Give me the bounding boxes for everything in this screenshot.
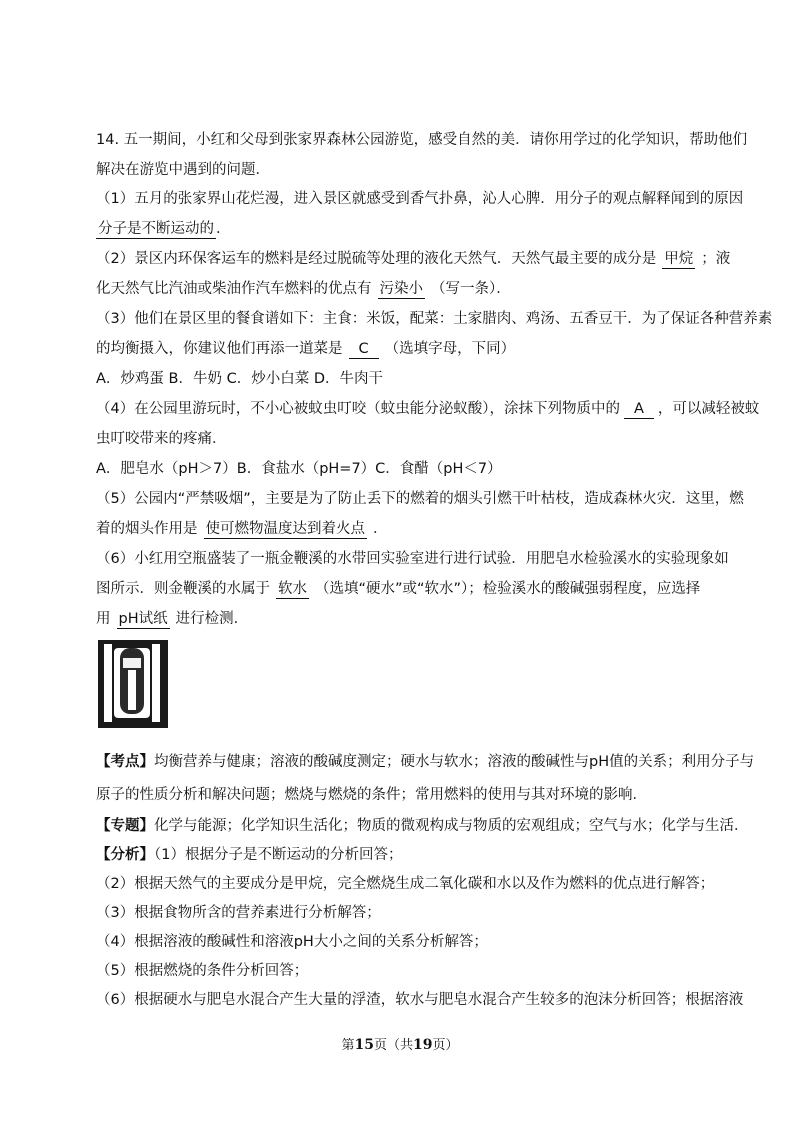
answer-blank: 使可燃物温度达到着火点	[205, 521, 365, 537]
page-footer: 第15页（共19页）	[341, 1037, 459, 1053]
test-tube-figure	[98, 640, 168, 728]
question-intro-cont: 解决在游览中遇到的问题．	[96, 162, 270, 178]
answer-blank: C	[349, 340, 379, 359]
answer-blank: 污染小	[379, 281, 423, 297]
part-2-cont: 化天然气比汽油或柴油作汽车燃料的优点有 污染小 （写一条）．	[96, 281, 511, 297]
answer-blank: A	[624, 400, 654, 419]
fenxi-item: （5）根据燃烧的条件分析回答；	[96, 963, 309, 979]
part-1-answer-line: 分子是不断运动的 ．	[98, 221, 231, 237]
part-6-cont: 图所示．则金鞭溪的水属于 软水 （选填“硬水”或“软水”）；检验溪水的酸碱强弱程度，应选择	[96, 581, 701, 597]
test-tube-icon	[98, 640, 168, 728]
answer-blank: 甲烷	[664, 251, 694, 267]
part-5: （5）公园内“严禁吸烟”，主要是为了防止丢下的燃着的烟头引燃干叶枯枝，造成森林火灾．这里，燃	[96, 491, 744, 507]
part-3-cont: 的均衡摄入，你建议他们再添一道菜是 C （选填字母，下同）	[96, 341, 516, 357]
answer-blank: 软水	[278, 581, 307, 597]
part-4-cont: 虫叮咬带来的疼痛．	[96, 431, 227, 447]
page-number: 15	[354, 1037, 374, 1053]
part-6: （6）小红用空瓶盛装了一瓶金鞭溪的水带回实验室进行进行试验．用肥皂水检验溪水的实验现象如	[96, 551, 729, 567]
fenxi-item: （4）根据溶液的酸碱性和溶液pH大小之间的关系分析解答；	[96, 934, 488, 950]
part-6-cont2: 用 pH试纸 进行检测．	[96, 611, 249, 627]
fenxi-item: （2）根据天然气的主要成分是甲烷，完全燃烧生成二氧化碳和水以及作为燃料的优点进行解答；	[96, 876, 715, 892]
fenxi-item: （6）根据硬水与肥皂水混合产生大量的浮渣，软水与肥皂水混合产生较多的泡沫分析回答；根据溶液	[96, 992, 744, 1008]
part-1: （1）五月的张家界山花烂漫，进入景区就感受到香气扑鼻，沁人心脾．用分子的观点解释闻到的原因	[96, 191, 744, 207]
kaodian-line-cont: 原子的性质分析和解决问题；燃烧与燃烧的条件；常用燃料的使用与其对环境的影响．	[96, 787, 647, 803]
part-2: （2）景区内环保客运车的燃料是经过脱硫等处理的液化天然气．天然气最主要的成分是 甲烷 ；液	[96, 251, 731, 267]
fenxi-item: （3）根据食物所含的营养素进行分析解答；	[96, 905, 381, 921]
part-3: （3）他们在景区里的餐食谱如下：主食：米饭，配菜：土家腊肉、鸡汤、五香豆干．为了保证各种营养素	[96, 311, 773, 327]
answer-blank: pH试纸	[118, 611, 168, 627]
zhuanti-line: 【专题】化学与能源；化学知识生活化；物质的微观构成与物质的宏观组成；空气与水；化学与生活．	[96, 818, 749, 834]
kaodian-line: 【考点】均衡营养与健康；溶液的酸碱度测定；硬水与软水；溶液的酸碱性与pH值的关系；利用分子与	[96, 754, 755, 770]
part-4-options: A．肥皂水（pH＞7）B．食盐水（pH=7）C．食醋（pH＜7）	[96, 461, 502, 477]
page-total: 19	[413, 1037, 433, 1053]
answer-blank: 分子是不断运动的	[98, 221, 214, 237]
fenxi-line: 【分析】（1）根据分子是不断运动的分析回答；	[96, 847, 403, 863]
part-3-options: A．炒鸡蛋 B．牛奶 C．炒小白菜 D．牛肉干	[96, 371, 383, 387]
question-intro: 14. 五一期间，小红和父母到张家界森林公园游览，感受自然的美．请你用学过的化学知识，帮助他们	[96, 132, 748, 148]
part-5-cont: 着的烟头作用是 使可燃物温度达到着火点 ．	[96, 521, 388, 537]
part-4: （4）在公园里游玩时，不小心被蚊虫叮咬（蚊虫能分泌蚁酸），涂抹下列物质中的 A ，可以减轻被蚊	[96, 401, 760, 417]
